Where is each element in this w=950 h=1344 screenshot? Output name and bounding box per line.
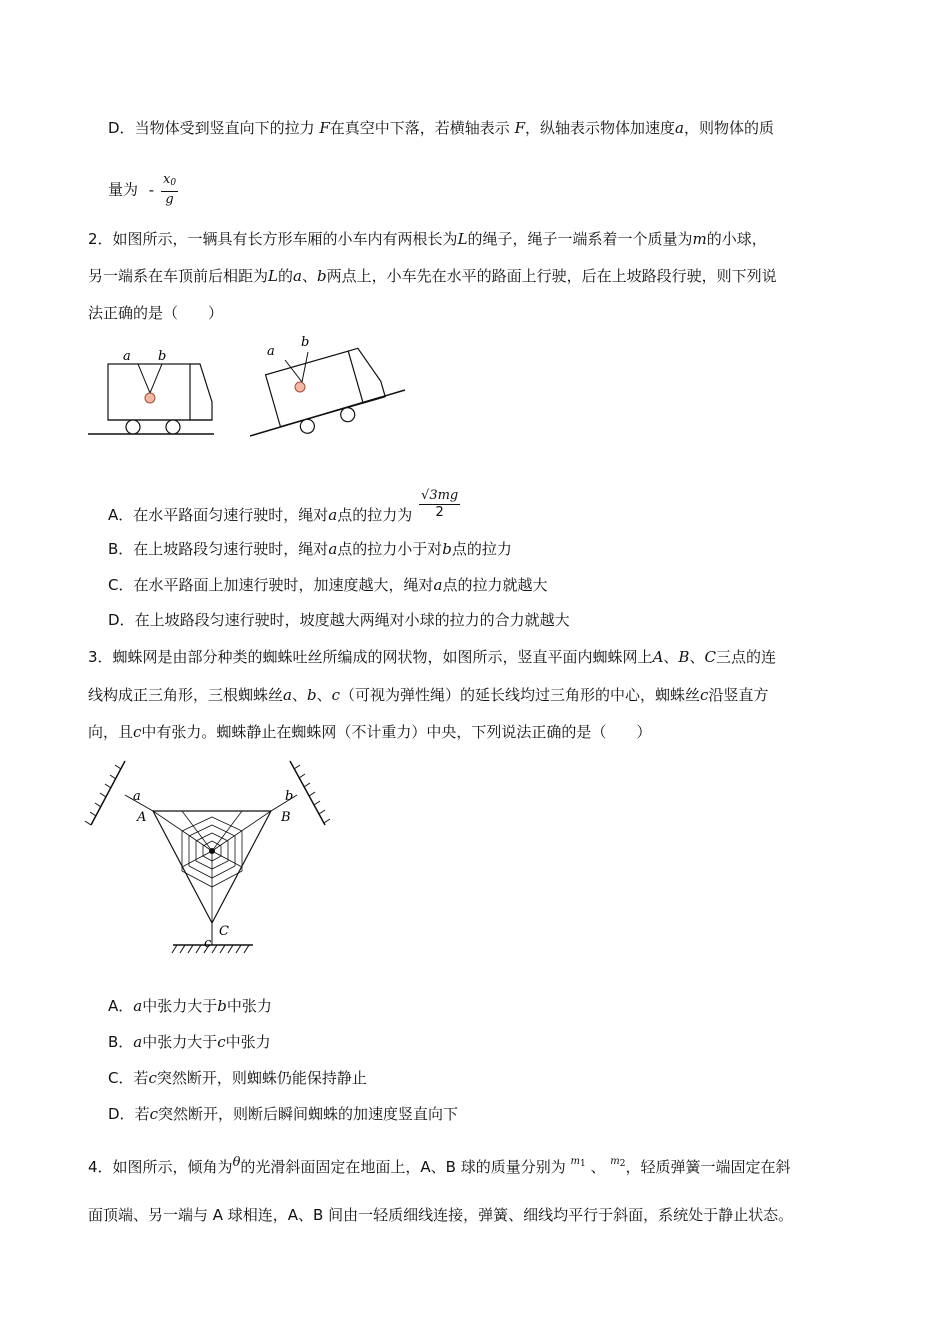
label-point-b: B: [281, 810, 291, 825]
right-wall: [290, 761, 330, 825]
left-wall: [85, 761, 125, 825]
q1-option-d-continued: 量为 - $\frac{x_0}{g}$: [108, 172, 177, 207]
q4-stem-line-2: 面顶端、另一端与 A 球相连，A、B 间由一轻质细线连接，弹簧、细线均平行于斜面，系统处于静止状态。: [88, 1206, 794, 1224]
q3-option-b: B．a中张力大于c中张力: [108, 1033, 271, 1051]
q2-option-d: D．在上坡路段匀速行驶时，坡度越大两绳对小球的拉力的合力就越大: [108, 611, 570, 629]
q2-option-c: C．在水平路面上加速行驶时，加速度越大，绳对a点的拉力就越大: [108, 576, 548, 594]
q3-stem-line-2: 线构成正三角形，三根蜘蛛丝a、b、c（可视为弹性绳）的延长线均过三角形的中心，蜘蛛丝c沿竖直方: [88, 686, 769, 704]
q2-stem-line-2: 另一端系在车顶前后相距为L的a、b两点上，小车先在水平的路面上行驶，后在上坡路段行驶，则下列说: [88, 267, 777, 285]
spider: [209, 848, 215, 854]
q2-figure-carts: [80, 335, 450, 450]
label-a: a: [123, 349, 131, 364]
q2-option-b: B．在上坡路段匀速行驶时，绳对a点的拉力小于对b点的拉力: [108, 540, 512, 558]
label-silk-b: b: [285, 789, 294, 804]
minus-sign: -: [148, 180, 155, 199]
label-silk-c: c: [204, 936, 212, 951]
q3-stem-line-3: 向，且c中有张力。蜘蛛静止在蜘蛛网（不计重力）中央，下列说法正确的是（ ）: [88, 723, 652, 741]
ground: [172, 945, 253, 953]
label-point-a: A: [137, 810, 147, 825]
q3-option-c: C．若c突然断开，则蜘蛛仍能保持静止: [108, 1069, 367, 1087]
level-cart: [88, 349, 214, 434]
q4-stem-line-1: 4．如图所示，倾角为θ的光滑斜面固定在地面上，A、B 球的质量分别为 $^{m1}$ 、 $^{m2}$，轻质弹簧一端固定在斜: [88, 1155, 791, 1176]
q2-option-a: A．在水平路面匀速行驶时，绳对a点的拉力为 $\frac{√3mg}{2}$: [108, 488, 459, 524]
q3-stem-line-1: 3．蜘蛛网是由部分种类的蜘蛛吐丝所编成的网状物，如图所示，竖直平面内蜘蛛网上A、B、C三点的连: [88, 648, 776, 666]
q2-stem-line-1: 2．如图所示，一辆具有长方形车厢的小车内有两根长为L的绳子，绳子一端系着一个质量为m的小球，: [88, 230, 767, 248]
label-point-c: C: [219, 924, 229, 939]
q2-stem-line-3: 法正确的是（ ）: [88, 304, 224, 322]
tension-fraction: $\frac{√3mg}{2}$: [421, 488, 459, 520]
q3-option-a: A．a中张力大于b中张力: [108, 997, 272, 1015]
incline-cart: [250, 335, 405, 440]
mass-fraction: $\frac{x_0}{g}$: [163, 172, 177, 207]
q3-option-d: D．若c突然断开，则断后瞬间蜘蛛的加速度竖直向下: [108, 1105, 458, 1123]
label-silk-a: a: [133, 789, 141, 804]
label-b: b: [158, 349, 167, 364]
q1-option-d: D．当物体受到竖直向下的拉力 F在真空中下落，若横轴表示 F，纵轴表示物体加速度a，则物体的质: [108, 119, 774, 137]
label-b-incline: b: [301, 335, 310, 350]
q3-figure-spider-web: [85, 755, 345, 965]
label-a-incline: a: [267, 344, 275, 359]
